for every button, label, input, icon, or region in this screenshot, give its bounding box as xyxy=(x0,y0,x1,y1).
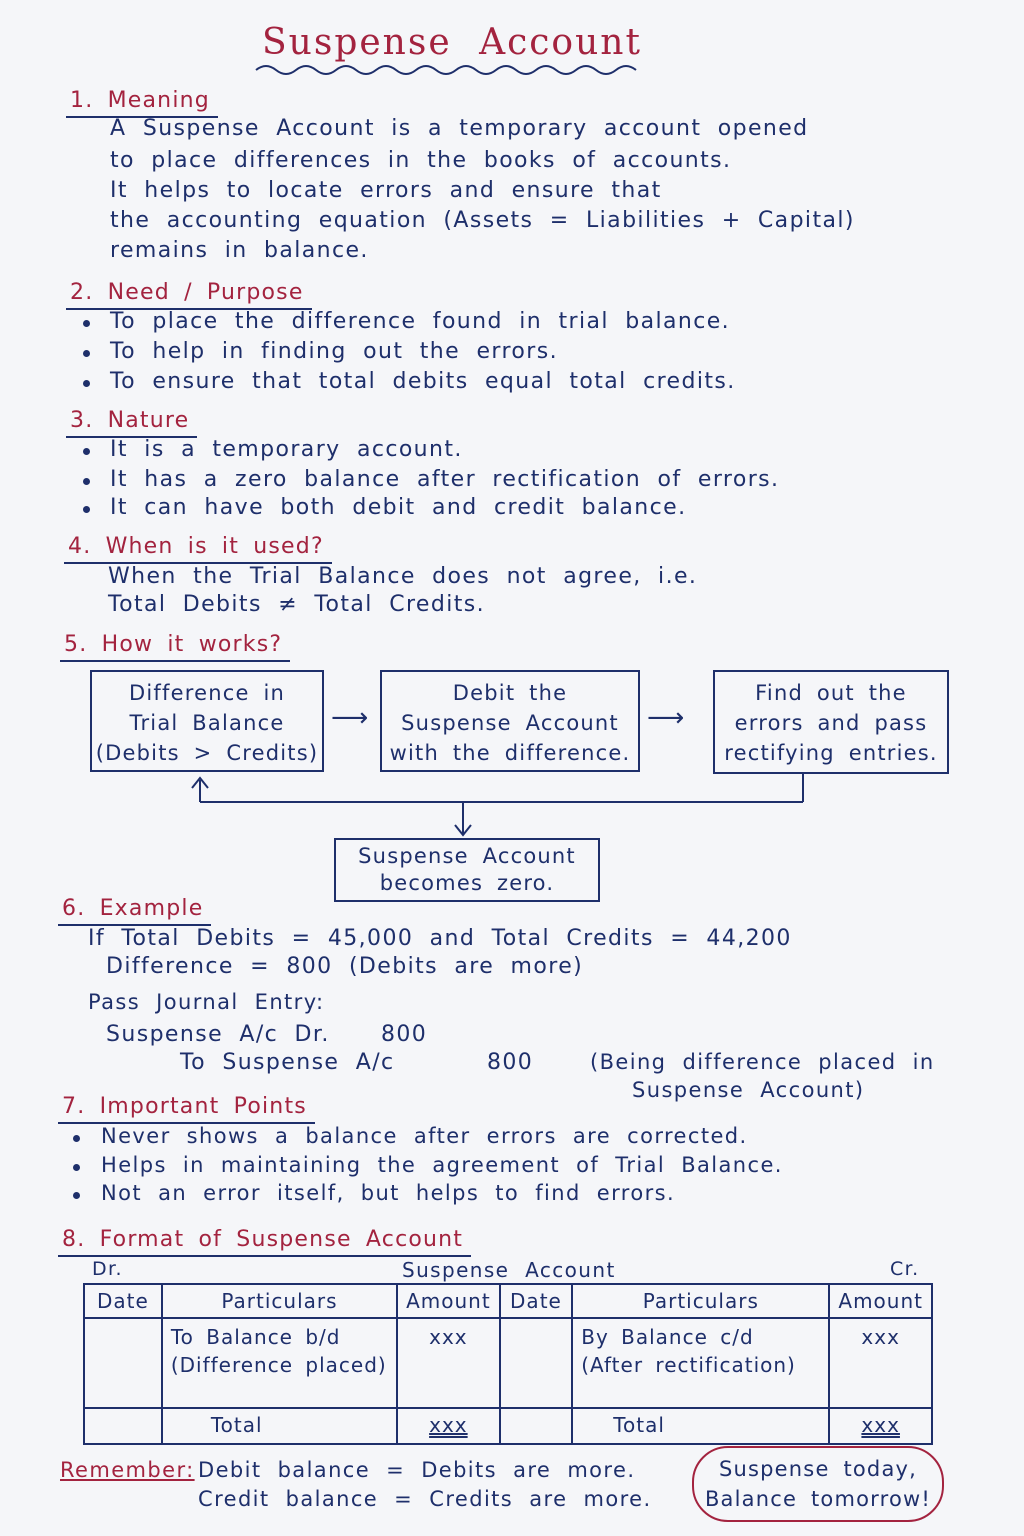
left-particular-line: (Difference placed) xyxy=(170,1353,387,1377)
remember-line: Credit balance = Credits are more. xyxy=(198,1487,652,1511)
example-totals-line: If Total Debits = 45,000 and Total Credits = 44,200 xyxy=(88,926,792,951)
section-heading-nature: 3. Nature xyxy=(70,410,189,432)
meaning-line: A Suspense Account is a temporary account opened xyxy=(110,116,809,141)
bullet-dot xyxy=(73,1192,80,1199)
motto-cloud: Suspense today, Balance tomorrow! xyxy=(692,1446,944,1522)
particulars-cell xyxy=(162,1318,397,1408)
section-heading-how-it-works: 5. How it works? xyxy=(64,634,282,656)
date-cell xyxy=(500,1318,573,1408)
nature-bullet: It has a zero balance after rectification of errors. xyxy=(110,467,780,492)
amount-cell: xxx xyxy=(397,1318,500,1408)
important-point: Not an error itself, but helps to find errors. xyxy=(101,1181,676,1205)
example-difference-line: Difference = 800 (Debits are more) xyxy=(106,954,584,979)
amount-cell: xxx xyxy=(829,1318,932,1408)
table-header-row xyxy=(84,1284,932,1318)
journal-debit-line: Suspense A/c Dr. xyxy=(106,1022,330,1047)
col-header-date: Date xyxy=(84,1284,162,1318)
particulars-cell xyxy=(572,1318,829,1408)
journal-credit-line: To Suspense A/c xyxy=(180,1050,395,1075)
section-heading-format: 8. Format of Suspense Account xyxy=(62,1229,463,1251)
account-title: Suspense Account xyxy=(402,1258,616,1282)
section-heading-important-points: 7. Important Points xyxy=(62,1096,307,1118)
remember-label: Remember: xyxy=(60,1458,195,1482)
journal-entry-label: Pass Journal Entry: xyxy=(88,990,325,1014)
flow-box-debit-suspense: Debit the Suspense Account with the difference. xyxy=(380,670,640,772)
flow-box-zero: Suspense Account becomes zero. xyxy=(334,838,600,902)
cr-label: Cr. xyxy=(890,1258,920,1280)
flow-box-difference: Difference in Trial Balance (Debits > Credits) xyxy=(90,670,324,772)
remember-line: Debit balance = Debits are more. xyxy=(198,1458,636,1482)
total-label: Total xyxy=(572,1408,829,1444)
bullet-dot xyxy=(73,1135,80,1142)
col-header-particulars: Particulars xyxy=(162,1284,397,1318)
total-label: Total xyxy=(162,1408,397,1444)
important-point: Helps in maintaining the agreement of Trial Balance. xyxy=(101,1153,783,1177)
table-total-row xyxy=(84,1408,932,1444)
date-cell xyxy=(84,1318,162,1408)
arrow-right-icon: ⟶ xyxy=(647,703,685,733)
purpose-bullet: To help in finding out the errors. xyxy=(110,339,558,364)
col-header-amount: Amount xyxy=(397,1284,500,1318)
col-header-particulars: Particulars xyxy=(572,1284,829,1318)
flow-box-rectify: Find out the errors and pass rectifying entries. xyxy=(713,670,949,774)
arrow-right-icon: ⟶ xyxy=(331,703,369,733)
col-header-date: Date xyxy=(500,1284,573,1318)
nature-bullet: It can have both debit and credit balance. xyxy=(110,495,687,520)
when-used-line: Total Debits ≠ Total Credits. xyxy=(108,592,486,617)
journal-narration: (Being difference placed in xyxy=(590,1050,935,1074)
col-header-amount: Amount xyxy=(829,1284,932,1318)
when-used-line: When the Trial Balance does not agree, i.e. xyxy=(108,564,698,589)
journal-credit-amount: 800 xyxy=(487,1050,534,1075)
section-heading-need-purpose: 2. Need / Purpose xyxy=(70,282,304,304)
important-point: Never shows a balance after errors are corrected. xyxy=(101,1124,748,1148)
right-particular-line: By Balance c/d xyxy=(581,1325,754,1349)
journal-debit-amount: 800 xyxy=(381,1022,428,1047)
total-amount: xxx xyxy=(829,1408,932,1444)
section-heading-example: 6. Example xyxy=(62,898,203,920)
meaning-line: It helps to locate errors and ensure that xyxy=(110,178,662,203)
dr-label: Dr. xyxy=(92,1258,123,1280)
journal-narration: Suspense Account) xyxy=(632,1078,865,1102)
table-row xyxy=(84,1318,932,1408)
nature-bullet: It is a temporary account. xyxy=(110,437,463,462)
meaning-line: remains in balance. xyxy=(110,238,369,263)
bullet-dot xyxy=(73,1164,80,1171)
suspense-account-table xyxy=(83,1283,933,1445)
purpose-bullet: To place the difference found in trial balance. xyxy=(110,309,731,334)
section-heading-meaning: 1. Meaning xyxy=(70,90,210,112)
right-particular-line: (After rectification) xyxy=(581,1353,796,1377)
meaning-line: the accounting equation (Assets = Liabilities + Capital) xyxy=(110,208,855,233)
page-title: Suspense Account xyxy=(262,22,642,63)
meaning-line: to place differences in the books of accounts. xyxy=(110,148,732,173)
section-heading-when-used: 4. When is it used? xyxy=(68,536,324,558)
total-amount: xxx xyxy=(397,1408,500,1444)
purpose-bullet: To ensure that total debits equal total credits. xyxy=(110,369,736,394)
left-particular-line: To Balance b/d xyxy=(170,1325,341,1349)
